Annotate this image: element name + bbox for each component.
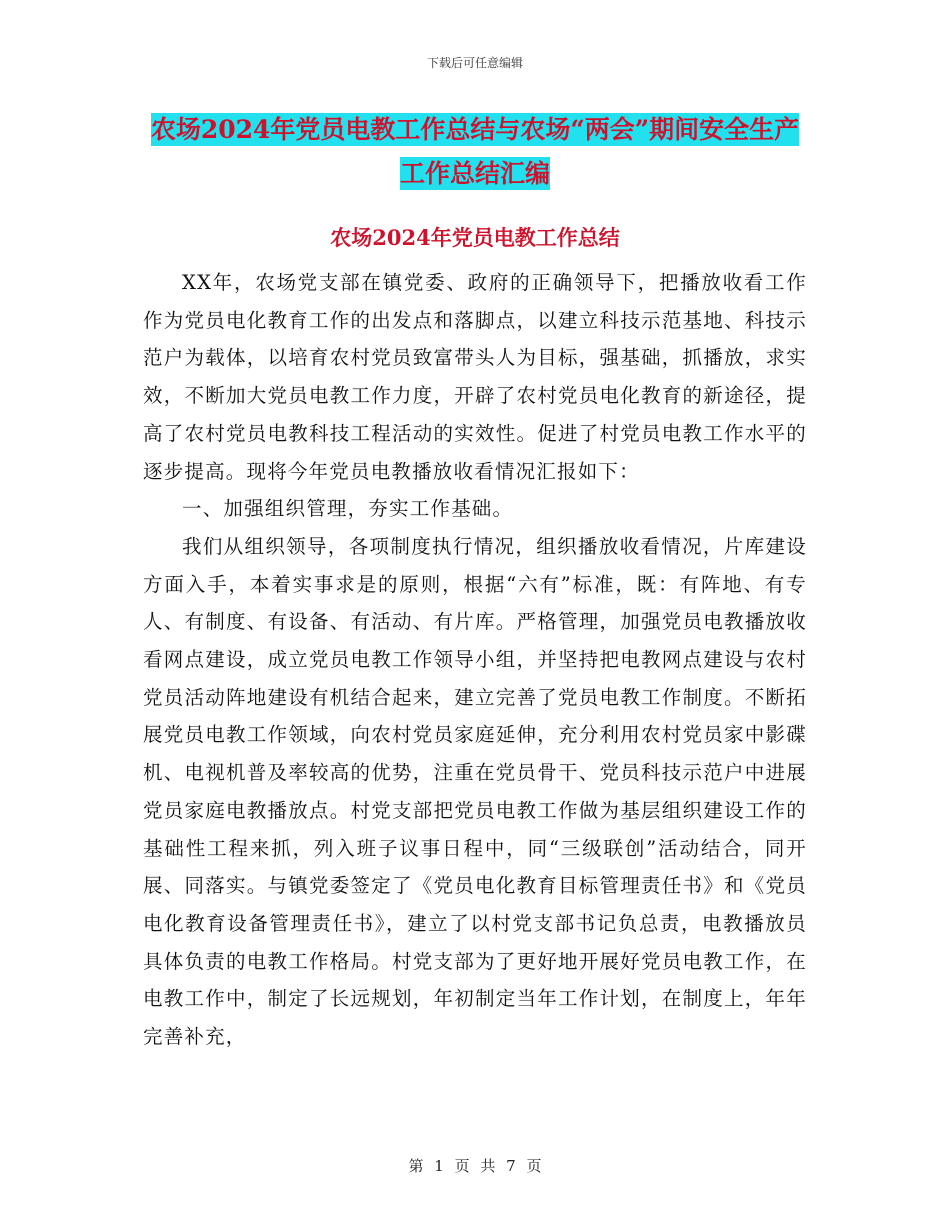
body-paragraph-2: 我们从组织领导，各项制度执行情况，组织播放收看情况，片库建设方面入手，本着实事求是的原则，根据“六有”标准，既：有阵地、有专人、有制度、有设备、有活动、有片库。严格管理，加强党员电教播放收看网点建设，成立党员电教工作领导小组，并坚持把电教网点建设与农村党员活动阵地建设有机结合起来，建立完善了党员电教工作制度。不断拓展党员电教工作领域，向农村党员家庭延伸，充分利用农村党员家中影碟机、电视机普及率较高的优势，注重在党员骨干、党员科技示范户中进展党员家庭电教播放点。村党支部把党员电教工作做为基层组织建设工作的基础性工程来抓，列入班子议事日程中，同“三级联创”活动结合，同开展、同落实。与镇党委签定了《党员电化教育目标管理责任书》和《党员电化教育设备管理责任书》，建立了以村党支部书记负总责，电教播放员具体负责的电教工作格局。村党支部为了更好地开展好党员电教工作，在电教工作中，制定了长远规划，年初制定当年工作计划，在制度上，年年完善补充， bbox=[143, 534, 807, 1049]
header-note: 下载后可任意编辑 bbox=[426, 56, 523, 70]
document-title-text: 农场2024年党员电教工作总结与农场“两会”期间安全生产工作总结汇编 bbox=[150, 115, 800, 188]
section-subtitle: 农场2024年党员电教工作总结 bbox=[330, 225, 620, 250]
page-number-footer: 第 1 页 共 7 页 bbox=[408, 1157, 542, 1175]
section-heading-1: 一、加强组织管理，夯实工作基础。 bbox=[182, 497, 514, 521]
body-paragraph-1: XX年，农场党支部在镇党委、政府的正确领导下，把播放收看工作作为党员电化教育工作的出发点和落脚点，以建立科技示范基地、科技示范户为载体，以培育农村党员致富带头人为目标，强基础，抓播放，求实效，不断加大党员电教工作力度，开辟了农村党员电化教育的新途径，提高了农村党员电教科技工程活动的实效性。促进了村党员电教工作水平的逐步提高。现将今年党员电教播放收看情况汇报如下： bbox=[143, 271, 807, 483]
document-body bbox=[143, 264, 807, 1056]
document-title bbox=[140, 108, 810, 196]
